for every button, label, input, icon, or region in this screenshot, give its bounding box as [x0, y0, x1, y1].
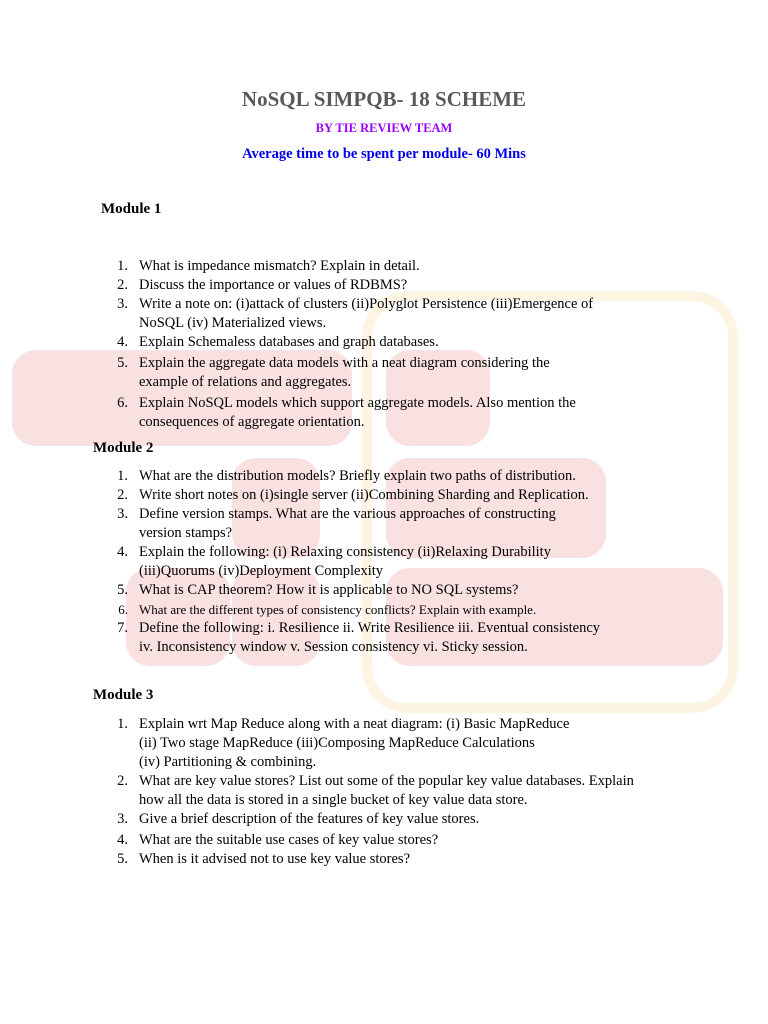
- module-heading: Module 3: [93, 687, 154, 703]
- question-number: 1.: [117, 468, 128, 484]
- question-item: [0, 619, 679, 657]
- question-item: [0, 354, 679, 392]
- document-title: NoSQL SIMPQB- 18 SCHEME: [241, 87, 527, 111]
- question-number: 4.: [117, 832, 128, 848]
- question-text: What are the different types of consistency conflicts? Explain with example.: [139, 602, 537, 617]
- question-item: [0, 486, 679, 505]
- question-number: 1.: [117, 716, 128, 732]
- question-item: [0, 394, 679, 432]
- question-item: [0, 715, 679, 772]
- question-item: [0, 772, 679, 810]
- question-item: [0, 505, 679, 543]
- question-item: [0, 831, 679, 850]
- question-text: Define the following: i. Resilience ii. Write Resilience iii. Eventual consistency iv. Inconsistency window v. Session consistency vi. Sticky session.: [139, 620, 601, 655]
- question-list: [0, 467, 679, 657]
- question-text: Explain Schemaless databases and graph databases.: [139, 334, 439, 350]
- document-subtitle: Average time to be spent per module- 60 Mins: [242, 146, 526, 162]
- question-text: Explain the aggregate data models with a neat diagram considering the example of relations and aggregates.: [139, 355, 550, 390]
- question-text: Explain wrt Map Reduce along with a neat diagram: (i) Basic MapReduce (ii) Two stage MapReduce (iii)Composing MapReduce Calculations (iv) Partitioning & combining.: [139, 716, 570, 770]
- question-number: 4.: [117, 544, 128, 560]
- module-heading: Module 1: [101, 201, 162, 217]
- question-number: 2.: [117, 277, 128, 293]
- question-text: Discuss the importance or values of RDBMS?: [139, 277, 408, 293]
- question-number: 6.: [118, 602, 128, 617]
- question-number: 2.: [117, 487, 128, 503]
- question-text: Explain NoSQL models which support aggregate models. Also mention the consequences of aggregate orientation.: [139, 395, 576, 430]
- question-number: 3.: [117, 296, 128, 312]
- question-item: [0, 467, 679, 486]
- question-text: What is impedance mismatch? Explain in detail.: [139, 258, 420, 274]
- question-item: [0, 543, 679, 581]
- question-number: 1.: [117, 258, 128, 274]
- question-text: Define version stamps. What are the various approaches of constructing version stamps?: [139, 506, 556, 541]
- question-item: [0, 276, 679, 295]
- question-number: 5.: [117, 851, 128, 867]
- question-list: [0, 257, 679, 432]
- question-item: [0, 257, 679, 276]
- question-text: Give a brief description of the features of key value stores.: [139, 811, 480, 827]
- question-list: [0, 715, 679, 869]
- question-number: 7.: [117, 620, 128, 636]
- question-number: 3.: [117, 811, 128, 827]
- question-number: 2.: [117, 773, 128, 789]
- question-number: 5.: [117, 355, 128, 371]
- question-item: [0, 333, 679, 352]
- question-number: 3.: [117, 506, 128, 522]
- question-text: What are key value stores? List out some of the popular key value databases. Explain how all the data is stored in a single bucket of key value data store.: [139, 773, 634, 808]
- module-heading: Module 2: [93, 440, 154, 456]
- question-text: What are the suitable use cases of key value stores?: [139, 832, 439, 848]
- question-text: Write a note on: (i)attack of clusters (ii)Polyglot Persistence (iii)Emergence of NoSQL (iv) Materialized views.: [139, 296, 594, 331]
- question-number: 6.: [117, 395, 128, 411]
- document-byline: BY TIE REVIEW TEAM: [315, 121, 453, 135]
- question-text: What are the distribution models? Briefly explain two paths of distribution.: [139, 468, 576, 484]
- question-item: [0, 581, 679, 600]
- question-text: Explain the following: (i) Relaxing consistency (ii)Relaxing Durability (iii)Quorums (iv)Deployment Complexity: [139, 544, 551, 579]
- question-text: Write short notes on (i)single server (ii)Combining Sharding and Replication.: [139, 487, 589, 503]
- question-item: [0, 850, 679, 869]
- question-number: 4.: [117, 334, 128, 350]
- question-text: What is CAP theorem? How it is applicable to NO SQL systems?: [139, 582, 519, 598]
- question-item: [0, 295, 679, 333]
- question-item: [0, 810, 679, 829]
- question-item: [0, 600, 679, 619]
- question-number: 5.: [117, 582, 128, 598]
- question-text: When is it advised not to use key value stores?: [139, 851, 411, 867]
